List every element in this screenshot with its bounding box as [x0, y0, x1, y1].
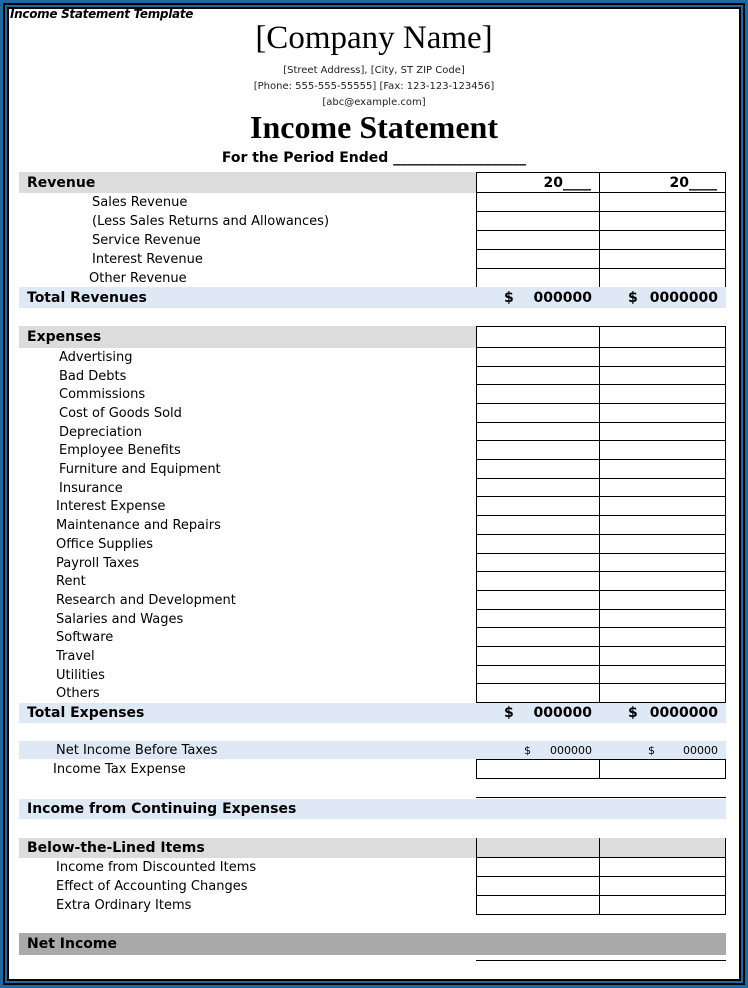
expense-item: [19, 647, 726, 666]
expense-item-label: Cost of Goods Sold: [59, 406, 182, 421]
expenses-header-cell-1: [476, 326, 600, 348]
revenue-item-cell-2[interactable]: [600, 193, 726, 212]
expense-item-cell-1[interactable]: [476, 404, 600, 423]
expense-item-cell-2[interactable]: [600, 610, 726, 628]
revenue-header-cell-2: 20____: [600, 172, 726, 193]
expense-item-cell-1[interactable]: [476, 535, 600, 554]
expense-item-cell-1[interactable]: [476, 591, 600, 610]
expense-item-cell-2[interactable]: [600, 591, 726, 610]
page-title: Income Statement: [250, 109, 498, 145]
expense-item-cell-2[interactable]: [600, 516, 726, 535]
expense-item-label: Depreciation: [59, 424, 142, 440]
expense-item-cell-1[interactable]: [476, 647, 600, 666]
below-line-item-cell-1[interactable]: [476, 858, 600, 877]
expense-item-label: Employee Benefits: [59, 443, 181, 458]
total-expenses-cell-2: [600, 703, 726, 723]
expense-item: [19, 535, 726, 554]
revenue-item-label: Sales Revenue: [92, 195, 188, 210]
revenue-item: [19, 212, 726, 231]
net-income: [19, 933, 726, 955]
revenue-item-cell-2[interactable]: [600, 212, 726, 231]
expense-item-cell-1[interactable]: [476, 554, 600, 572]
expense-item: [19, 385, 726, 404]
expense-item-cell-1[interactable]: [476, 666, 600, 684]
revenue-item-cell-1[interactable]: [476, 193, 600, 212]
template-label: Income Statement Template: [10, 7, 194, 21]
expense-item-cell-2[interactable]: [600, 404, 726, 423]
expense-item: [19, 423, 726, 441]
expense-item: [19, 404, 726, 423]
revenue-item: [19, 193, 726, 212]
below-line-item-cell-1[interactable]: [476, 896, 600, 915]
currency-symbol: $: [504, 705, 514, 721]
expense-item-cell-2[interactable]: [600, 554, 726, 572]
income-tax-expense-label: Income Tax Expense: [53, 762, 186, 777]
expense-item: [19, 572, 726, 591]
expense-item-label: Interest Expense: [56, 499, 166, 514]
expense-item-cell-2[interactable]: [600, 684, 726, 703]
currency-symbol: $: [648, 743, 655, 757]
expense-item-label: Others: [56, 686, 100, 701]
net-income-cell-1: [476, 933, 600, 955]
expense-item: [19, 367, 726, 385]
expense-item-cell-2[interactable]: [600, 497, 726, 516]
expense-item-cell-1[interactable]: [476, 497, 600, 516]
expense-item-cell-1[interactable]: [476, 348, 600, 367]
expense-item-cell-1[interactable]: [476, 628, 600, 647]
expense-item-label: Insurance: [59, 480, 123, 496]
below-line-item-cell-2[interactable]: [600, 858, 726, 877]
expense-item-cell-2[interactable]: [600, 479, 726, 497]
expense-item: [19, 516, 726, 535]
amount: 000000: [533, 289, 592, 306]
expense-item-label: Salaries and Wages: [56, 611, 184, 627]
currency-symbol: $: [524, 743, 531, 757]
income-from-continuing: [19, 799, 726, 819]
expense-item: [19, 479, 726, 497]
below-line-item-cell-2[interactable]: [600, 877, 726, 896]
revenue-item: [19, 269, 726, 288]
expense-item: [19, 684, 726, 703]
expense-item-label: Rent: [56, 574, 86, 589]
expense-item: [19, 554, 726, 572]
net-income-before-taxes-cell-1: [476, 741, 600, 759]
address[interactable]: [Street Address], [City, ST ZIP Code]: [283, 65, 465, 76]
income-tax-expense-cell-1[interactable]: [476, 760, 600, 779]
expense-item: [19, 441, 726, 460]
expenses-header-cell-2: [600, 326, 726, 348]
expense-item-cell-2[interactable]: [600, 348, 726, 367]
revenue-item-cell-1[interactable]: [476, 212, 600, 231]
revenue-item-cell-1[interactable]: [476, 250, 600, 269]
net-income-before-taxes-label: Net Income Before Taxes: [56, 742, 218, 758]
expense-item-cell-2[interactable]: [600, 423, 726, 441]
expense-item: [19, 666, 726, 684]
amount: 000000: [533, 705, 592, 721]
expense-item-cell-2[interactable]: [600, 628, 726, 647]
total-expenses: [19, 703, 726, 723]
currency-symbol: $: [628, 289, 638, 306]
net-income-before-taxes: [19, 741, 726, 759]
total-expenses-cell-1: [476, 703, 600, 723]
phone-fax[interactable]: [Phone: 555-555-55555] [Fax: 123-123-123456]: [253, 81, 495, 92]
company-name[interactable]: [Company Name]: [255, 20, 493, 56]
amount: 000000: [550, 743, 592, 757]
currency-symbol: $: [504, 289, 514, 306]
expense-item: [19, 591, 726, 610]
expense-item-cell-1[interactable]: [476, 460, 600, 479]
expense-item-label: Travel: [56, 649, 95, 664]
expense-item-cell-1[interactable]: [476, 610, 600, 628]
expense-item: [19, 460, 726, 479]
amount: 00000: [683, 743, 718, 757]
expense-item-label: Utilities: [56, 667, 105, 683]
below-line-item: [19, 877, 726, 896]
total-revenues: [19, 287, 726, 308]
revenue-item-cell-1[interactable]: [476, 269, 600, 288]
expense-item-cell-2[interactable]: [600, 666, 726, 684]
below-line-header-label: Below-the-Lined Items: [19, 838, 476, 858]
net-income-label: Net Income: [27, 936, 117, 952]
revenue-item-cell-2[interactable]: [600, 250, 726, 269]
expense-item-cell-1[interactable]: [476, 441, 600, 460]
expense-item: [19, 610, 726, 628]
income-from-continuing-cell-2: [600, 799, 726, 819]
expense-item-label: Research and Development: [56, 593, 236, 608]
email[interactable]: [abc@example.com]: [322, 97, 426, 108]
total-expenses-label: Total Expenses: [27, 705, 145, 721]
expense-item-cell-1[interactable]: [476, 385, 600, 404]
expenses-header: [19, 326, 726, 348]
revenue-item-label: (Less Sales Returns and Allowances): [92, 214, 330, 229]
expense-item-label: Maintenance and Repairs: [56, 518, 221, 533]
below-line-header-cell-1: [476, 838, 600, 858]
expense-item: [19, 348, 726, 367]
expense-item-cell-2[interactable]: [600, 441, 726, 460]
expense-item-cell-1[interactable]: [476, 572, 600, 591]
revenue-item-label: Other Revenue: [89, 271, 187, 286]
expense-item-cell-2[interactable]: [600, 647, 726, 666]
below-line-item-label: Income from Discounted Items: [56, 860, 257, 875]
expense-item-label: Advertising: [59, 350, 133, 365]
revenue-item-cell-2[interactable]: [600, 231, 726, 250]
expense-item-label: Payroll Taxes: [56, 555, 140, 571]
expense-item-cell-2[interactable]: [600, 535, 726, 554]
amount: 0000000: [649, 705, 718, 721]
expense-item-label: Bad Debts: [59, 368, 127, 384]
expenses-header-label: Expenses: [19, 326, 476, 348]
revenue-item-label: Interest Revenue: [92, 252, 203, 267]
continuing-top-line: [476, 797, 726, 798]
expense-item: [19, 497, 726, 516]
revenue-item: [19, 250, 726, 269]
below-line-header: [19, 838, 726, 858]
expense-item-cell-2[interactable]: [600, 572, 726, 591]
revenue-item-label: Service Revenue: [92, 233, 201, 248]
revenue-item-cell-1[interactable]: [476, 231, 600, 250]
expense-item-cell-2[interactable]: [600, 460, 726, 479]
net-income-cell-2: [600, 933, 726, 955]
revenue-header: [19, 172, 726, 193]
expense-item-cell-1[interactable]: [476, 684, 600, 703]
net-income-bottom-line: [476, 960, 726, 961]
below-line-item: [19, 858, 726, 877]
income-tax-expense-cell-2[interactable]: [600, 760, 726, 779]
below-line-item-label: Effect of Accounting Changes: [56, 879, 248, 894]
currency-symbol: $: [628, 705, 638, 721]
income-from-continuing-label: Income from Continuing Expenses: [27, 801, 297, 817]
total-revenues-label: Total Revenues: [27, 289, 147, 306]
expense-item-label: Furniture and Equipment: [59, 462, 221, 477]
expense-item-cell-1[interactable]: [476, 367, 600, 385]
revenue-header-label: Revenue: [19, 172, 476, 193]
expense-item-label: Office Supplies: [56, 537, 154, 552]
amount: 0000000: [649, 289, 718, 306]
below-line-item-cell-2[interactable]: [600, 896, 726, 915]
revenue-item: [19, 231, 726, 250]
expense-item-cell-1[interactable]: [476, 423, 600, 441]
below-line-header-cell-2: [600, 838, 726, 858]
expense-item-cell-1[interactable]: [476, 479, 600, 497]
below-line-item-label: Extra Ordinary Items: [56, 898, 192, 913]
expense-item: [19, 628, 726, 647]
income-tax-expense: [19, 760, 726, 779]
expense-item-cell-2[interactable]: [600, 385, 726, 404]
revenue-item-cell-2[interactable]: [600, 269, 726, 288]
period-ended[interactable]: For the Period Ended ___________________: [221, 150, 527, 166]
below-line-item-cell-1[interactable]: [476, 877, 600, 896]
net-income-before-taxes-cell-2: [600, 741, 726, 759]
expense-item-label: Software: [56, 630, 114, 645]
below-line-item: [19, 896, 726, 915]
expense-item-label: Commissions: [59, 387, 146, 402]
income-from-continuing-cell-1: [476, 799, 600, 819]
total-revenues-cell-2: [600, 287, 726, 308]
total-revenues-cell-1: [476, 287, 600, 308]
expense-item-cell-2[interactable]: [600, 367, 726, 385]
expense-item-cell-1[interactable]: [476, 516, 600, 535]
revenue-header-cell-1: 20____: [476, 172, 600, 193]
